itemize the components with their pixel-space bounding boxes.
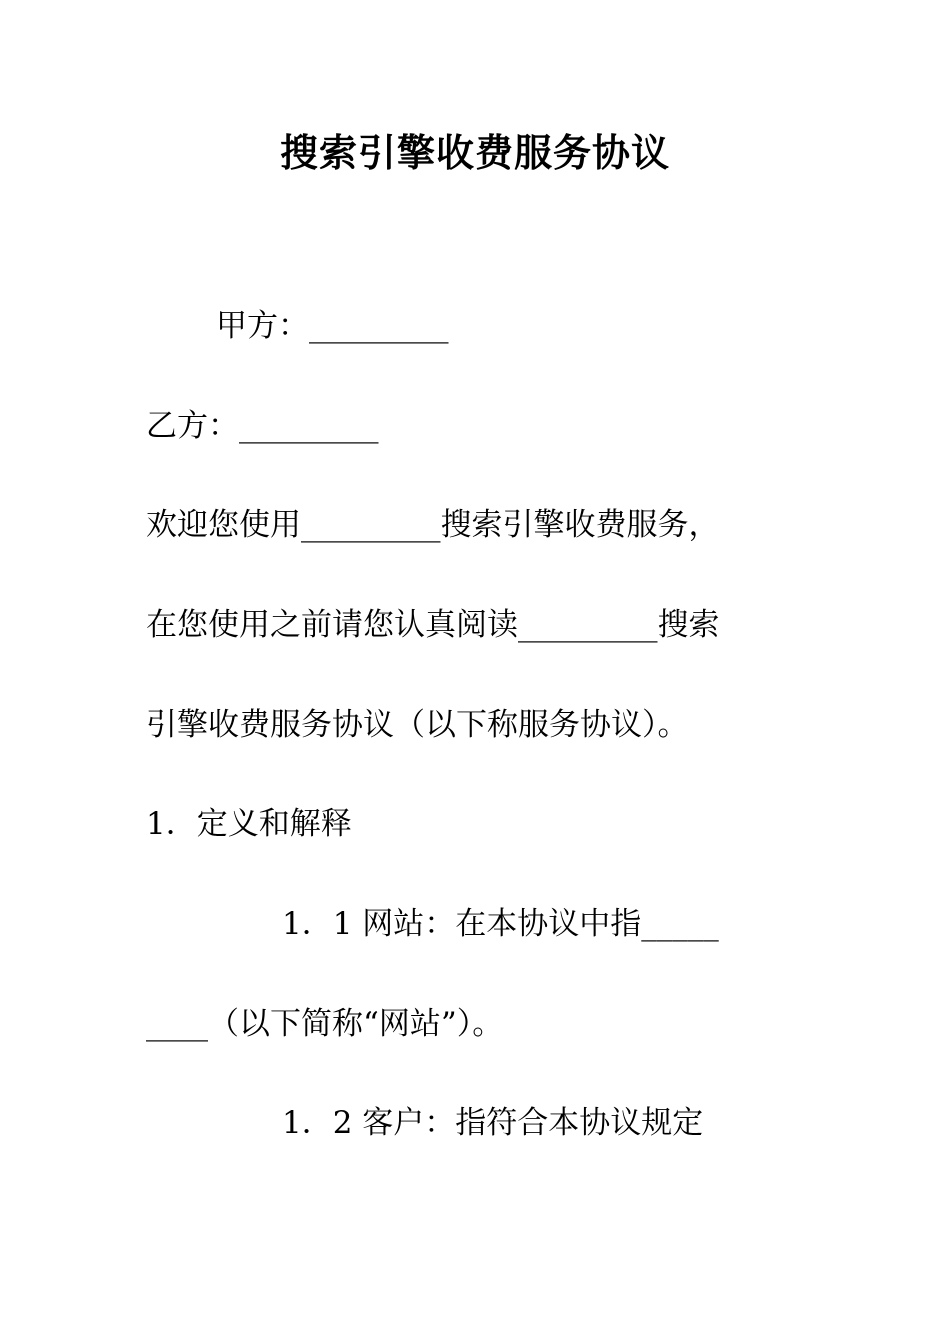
clause-1-1-line-2: ____（以下简称“网站”）。	[146, 1006, 504, 1042]
welcome-paragraph-line-1: 欢迎您使用_________搜索引擎收费服务，	[146, 507, 720, 543]
section-heading-definitions: 1．定义和解释	[146, 806, 352, 842]
clause-1-1-line-1: 1．1 网站：在本协议中指_____	[282, 906, 719, 942]
party-b-line: 乙方：_________	[146, 408, 379, 444]
document-title: 搜索引擎收费服务协议	[279, 130, 670, 175]
welcome-paragraph-line-3: 引擎收费服务协议（以下称服务协议）。	[146, 707, 689, 743]
party-a-line: 甲方：_________	[216, 308, 449, 344]
clause-1-2-line-1: 1．2 客户：指符合本协议规定	[282, 1105, 704, 1141]
welcome-paragraph-line-2: 在您使用之前请您认真阅读_________搜索	[146, 607, 720, 643]
